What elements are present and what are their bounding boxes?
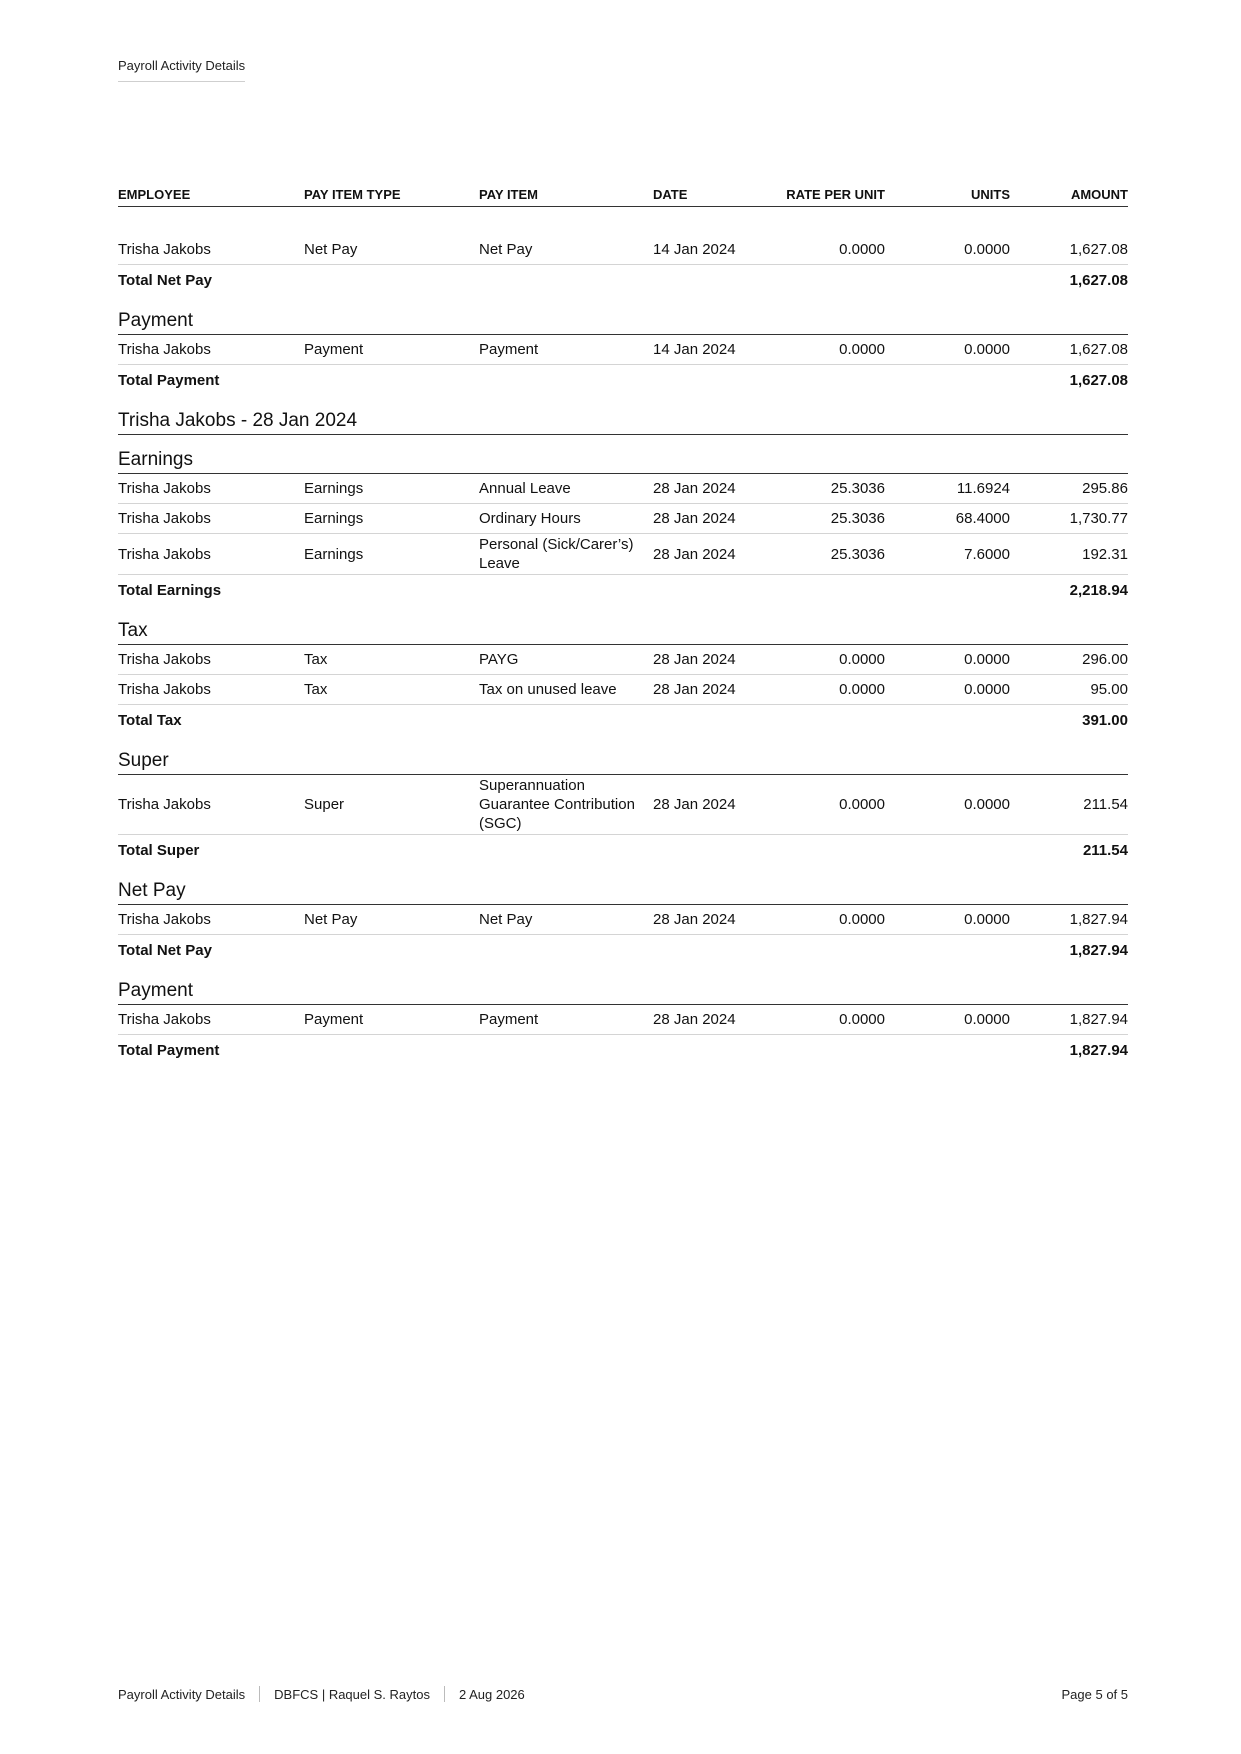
cell-pay-item-type: Tax (304, 681, 328, 698)
total-row (118, 935, 1128, 966)
cell-employee: Trisha Jakobs (118, 241, 211, 258)
cell-date: 28 Jan 2024 (653, 510, 736, 527)
cell-pay-item-type: Payment (304, 1011, 364, 1028)
cell-rate: 0.0000 (839, 651, 885, 668)
total-value: 391.00 (1082, 712, 1128, 729)
table-row (118, 905, 1128, 935)
page-header: Payroll Activity Details (118, 58, 245, 82)
table-row (118, 775, 1128, 835)
cell-pay-item: PAYG (479, 651, 519, 668)
cell-date: 28 Jan 2024 (653, 651, 736, 668)
table-row (118, 335, 1128, 365)
cell-pay-item: Payment (479, 341, 539, 358)
footer-report-name: Payroll Activity Details (118, 1686, 246, 1702)
total-value: 1,627.08 (1069, 272, 1128, 289)
cell-employee: Trisha Jakobs (118, 341, 211, 358)
column-header-pay-item: PAY ITEM (479, 186, 539, 202)
cell-amount: 1,627.08 (1069, 241, 1128, 258)
column-header-rate-per-unit: RATE PER UNIT (786, 186, 885, 202)
cell-amount: 295.86 (1082, 480, 1128, 497)
cell-date: 28 Jan 2024 (653, 480, 736, 497)
cell-pay-item-type: Earnings (304, 545, 364, 563)
cell-employee: Trisha Jakobs (118, 480, 211, 497)
cell-amount: 211.54 (1083, 796, 1128, 813)
cell-employee: Trisha Jakobs (118, 911, 211, 928)
cell-rate: 0.0000 (839, 341, 885, 358)
cell-rate: 25.3036 (830, 545, 885, 563)
cell-employee: Trisha Jakobs (118, 651, 211, 668)
footer-date: 2 Aug 2026 (458, 1686, 525, 1702)
cell-employee: Trisha Jakobs (118, 510, 211, 527)
total-row (118, 1035, 1128, 1066)
column-header-date: DATE (653, 186, 688, 202)
cell-date: 28 Jan 2024 (653, 681, 736, 698)
employee-period-heading: Trisha Jakobs - 28 Jan 2024 (118, 408, 1128, 435)
cell-date: 14 Jan 2024 (653, 341, 736, 358)
cell-pay-item: Tax on unused leave (479, 681, 617, 698)
column-header-units: UNITS (971, 186, 1010, 202)
cell-rate: 25.3036 (830, 510, 885, 527)
table-row (118, 534, 1128, 575)
cell-amount: 1,730.77 (1069, 510, 1128, 527)
page-footer (118, 1686, 1128, 1702)
total-label: Total Payment (118, 372, 220, 389)
total-value: 211.54 (1082, 842, 1128, 859)
cell-rate: 0.0000 (839, 1011, 885, 1028)
table-row (118, 645, 1128, 675)
column-header-employee: EMPLOYEE (118, 186, 191, 202)
cell-date: 28 Jan 2024 (653, 796, 736, 813)
cell-date: 28 Jan 2024 (653, 545, 736, 563)
total-value: 1,827.94 (1069, 1042, 1128, 1059)
cell-amount: 296.00 (1082, 651, 1128, 668)
cell-units: 68.4000 (955, 510, 1010, 527)
cell-units: 0.0000 (964, 651, 1010, 668)
cell-units: 0.0000 (964, 796, 1010, 813)
cell-pay-item: Personal (Sick/Carer’s) Leave (479, 536, 634, 572)
cell-pay-item: Net Pay (479, 241, 533, 258)
cell-units: 0.0000 (964, 341, 1010, 358)
cell-rate: 0.0000 (839, 796, 885, 813)
cell-pay-item-type: Net Pay (304, 241, 358, 258)
cell-units: 0.0000 (964, 681, 1010, 698)
cell-rate: 0.0000 (839, 241, 885, 258)
total-label: Total Tax (118, 712, 182, 729)
cell-pay-item: Payment (479, 1011, 539, 1028)
cell-units: 7.6000 (964, 545, 1010, 563)
footer-organisation: DBFCS | Raquel S. Raytos (274, 1686, 430, 1702)
cell-units: 0.0000 (964, 911, 1010, 928)
cell-pay-item: Net Pay (479, 911, 533, 928)
section-title-earnings: Earnings (118, 447, 1128, 474)
section-title-net-pay: Net Pay (118, 878, 1128, 905)
table-row (118, 235, 1128, 265)
cell-amount: 1,827.94 (1069, 911, 1128, 928)
total-label: Total Payment (118, 1042, 220, 1059)
total-label: Total Super (118, 842, 200, 859)
cell-pay-item: Annual Leave (479, 480, 571, 497)
total-row (118, 265, 1128, 296)
table-row (118, 1005, 1128, 1035)
total-value: 2,218.94 (1069, 582, 1128, 599)
cell-pay-item-type: Earnings (304, 480, 364, 497)
cell-amount: 1,827.94 (1069, 1011, 1128, 1028)
footer-separator (444, 1686, 445, 1702)
section-title-payment: Payment (118, 978, 1128, 1005)
cell-pay-item: Superannuation Guarantee Contribution (SGC) (479, 777, 635, 832)
total-value: 1,827.94 (1069, 942, 1128, 959)
cell-date: 14 Jan 2024 (653, 241, 736, 258)
table-row (118, 675, 1128, 705)
table-row (118, 504, 1128, 534)
report-table (118, 182, 1128, 1066)
cell-pay-item-type: Earnings (304, 510, 364, 527)
cell-date: 28 Jan 2024 (653, 1011, 736, 1028)
section-title-super: Super (118, 748, 1128, 775)
column-header-pay-item-type: PAY ITEM TYPE (304, 186, 401, 202)
cell-units: 0.0000 (964, 241, 1010, 258)
cell-employee: Trisha Jakobs (118, 1011, 211, 1028)
total-row (118, 705, 1128, 736)
cell-units: 11.6924 (956, 480, 1010, 497)
cell-employee: Trisha Jakobs (118, 681, 211, 698)
column-header-row (118, 182, 1128, 207)
cell-pay-item-type: Net Pay (304, 911, 358, 928)
cell-amount: 192.31 (1082, 545, 1128, 563)
cell-amount: 95.00 (1090, 681, 1128, 698)
footer-page-number: Page 5 of 5 (1061, 1686, 1128, 1702)
cell-employee: Trisha Jakobs (118, 545, 211, 563)
cell-employee: Trisha Jakobs (118, 796, 211, 813)
cell-rate: 0.0000 (839, 911, 885, 928)
cell-units: 0.0000 (964, 1011, 1010, 1028)
cell-date: 28 Jan 2024 (653, 911, 736, 928)
table-row (118, 474, 1128, 504)
total-row (118, 365, 1128, 396)
cell-amount: 1,627.08 (1069, 341, 1128, 358)
column-header-amount: AMOUNT (1070, 186, 1128, 202)
section-title-tax: Tax (118, 618, 1128, 645)
total-row (118, 575, 1128, 606)
total-label: Total Net Pay (118, 942, 212, 959)
total-row (118, 835, 1128, 866)
cell-pay-item-type: Payment (304, 341, 364, 358)
total-value: 1,627.08 (1069, 372, 1128, 389)
total-label: Total Net Pay (118, 272, 212, 289)
cell-pay-item-type: Tax (304, 651, 328, 668)
footer-separator (259, 1686, 260, 1702)
cell-pay-item-type: Super (304, 796, 345, 813)
cell-rate: 25.3036 (830, 480, 885, 497)
cell-rate: 0.0000 (839, 681, 885, 698)
cell-pay-item: Ordinary Hours (479, 510, 581, 527)
total-label: Total Earnings (118, 582, 222, 599)
section-title-payment: Payment (118, 308, 1128, 335)
